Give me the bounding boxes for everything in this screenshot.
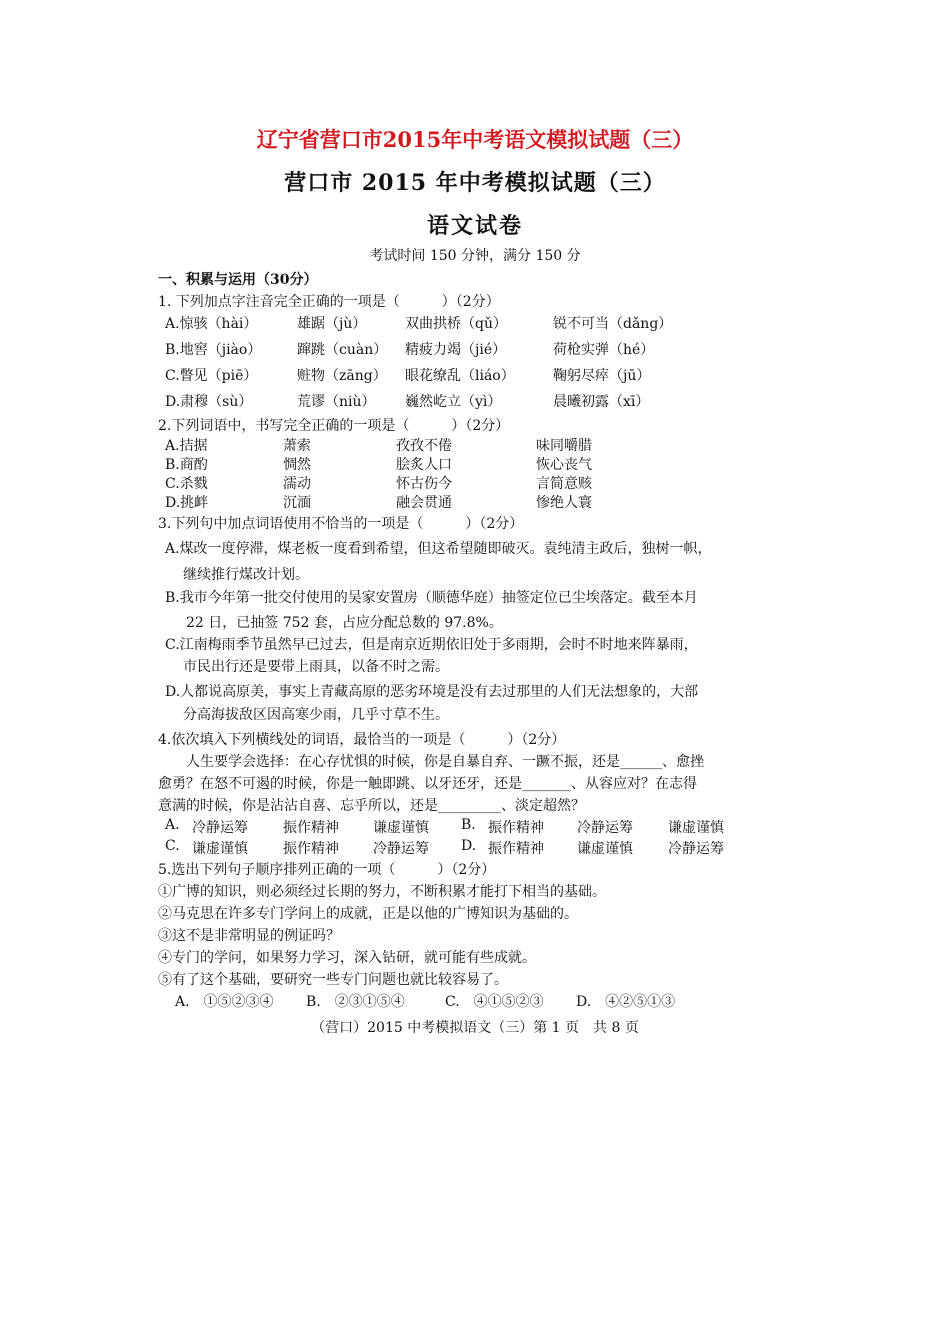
page-footer: （营口）2015 中考模拟语文（三）第 1 页 共 8 页 xyxy=(311,1020,639,1036)
q1-option: 精疲力竭（jié） xyxy=(405,342,507,358)
q2-option: 恢心丧气 xyxy=(536,457,592,473)
q4-stem: 4.依次填入下列横线处的词语，最恰当的一项是（ ）（2分） xyxy=(158,732,566,748)
q1-option: A.惊骇（hài） xyxy=(165,316,258,332)
q3-line: 继续推行煤改计划。 xyxy=(183,567,309,583)
q1-option: 晨曦初露（xī） xyxy=(553,394,650,410)
section-heading: 一、积累与运用（30分） xyxy=(158,272,318,288)
q2-option: D.挑衅 xyxy=(165,495,209,511)
q1-option: 蹿跳（cuàn） xyxy=(297,342,388,358)
q1-option: C.瞥见（piē） xyxy=(165,368,258,384)
q1-option: D.肃穆（sù） xyxy=(165,394,253,410)
q4-option: 振作精神 xyxy=(283,841,339,857)
q4-option: 谦虚谨慎 xyxy=(668,820,724,836)
q1-option: 鞠躬尽瘁（jū） xyxy=(553,368,651,384)
q2-option: 融会贯通 xyxy=(396,495,452,511)
q3-line: 分高海拔敌区因高寒少雨，几乎寸草不生。 xyxy=(183,707,449,723)
q4-option: 冷静运筹 xyxy=(577,820,633,836)
q1-option: 眼花缭乱（liáo） xyxy=(405,368,515,384)
q2-option: 惨绝人寰 xyxy=(536,495,592,511)
q2-option: 孜孜不倦 xyxy=(396,438,452,454)
q1-option: 赃物（zāng） xyxy=(297,368,387,384)
q1-option: 锐不可当（dǎng） xyxy=(553,316,673,332)
q5-sentence: ⑤有了这个基础，要研究一些专门问题也就比较容易了。 xyxy=(158,972,508,988)
q3-line: C.江南梅雨季节虽然早已过去，但是南京近期依旧处于多雨期，会时不时地来阵暴雨， xyxy=(165,637,698,653)
q5-option: A. ①⑤②③④ xyxy=(175,994,274,1010)
q5-sentence: ①广博的知识，则必须经过长期的努力，不断积累才能打下相当的基础。 xyxy=(158,884,606,900)
q4-option-letter: A. xyxy=(165,817,180,833)
q5-option: C. ④①⑤②③ xyxy=(445,994,544,1010)
q4-option: 冷静运筹 xyxy=(668,841,724,857)
q5-sentence: ③这不是非常明显的例证吗？ xyxy=(158,928,340,944)
q1-option: 雄踞（jù） xyxy=(297,316,367,332)
q5-option: B. ②③①⑤④ xyxy=(306,994,405,1010)
q2-option: A.拮据 xyxy=(165,438,208,454)
q2-option: 怀古伤今 xyxy=(396,476,452,492)
q5-stem: 5.选出下列句子顺序排列正确的一项（ ）（2分） xyxy=(158,862,496,878)
q4-option: 振作精神 xyxy=(488,841,544,857)
q4-option-letter: B. xyxy=(461,817,476,833)
q2-option: 言简意赅 xyxy=(536,476,592,492)
q2-option: 味同嚼腊 xyxy=(536,438,592,454)
q1-option: 巍然屹立（yì） xyxy=(405,394,502,410)
q2-option: 惆然 xyxy=(283,457,311,473)
q4-option: 谦虚谨慎 xyxy=(192,841,248,857)
q4-option: 谦虚谨慎 xyxy=(373,820,429,836)
q2-option: 萧索 xyxy=(283,438,311,454)
q4-option: 冷静运筹 xyxy=(373,841,429,857)
q4-option: 冷静运筹 xyxy=(192,820,248,836)
q5-option: D. ④②⑤①③ xyxy=(576,994,676,1010)
paper-title: 语文试卷 xyxy=(426,213,523,239)
q4-paragraph-line: 意满的时候，你是沾沾自喜、忘乎所以，还是_________、淡定超然？ xyxy=(158,798,585,814)
q2-stem: 2.下列词语中，书写完全正确的一项是（ ）（2分） xyxy=(158,418,510,434)
q4-paragraph-line: 愈勇？在怒不可遏的时候，你是一触即跳、以牙还牙，还是_______、从容应对？在志得 xyxy=(158,776,697,792)
q2-option: 濡动 xyxy=(283,476,311,492)
q2-option: 脍炙人口 xyxy=(396,457,452,473)
q1-option: 荷枪实弹（hé） xyxy=(553,342,655,358)
q4-option-letter: D. xyxy=(461,838,477,854)
q4-option: 谦虚谨慎 xyxy=(577,841,633,857)
q3-line: D.人都说高原美，事实上青藏高原的恶劣环境是没有去过那里的人们无法想象的，大部 xyxy=(165,684,699,700)
q1-option: 荒谬（niù） xyxy=(297,394,376,410)
q4-option: 振作精神 xyxy=(488,820,544,836)
q3-line: B.我市今年第一批交付使用的吴家安置房（顺德华庭）抽签定位已尘埃落定。截至本月 xyxy=(165,590,698,606)
q1-option: B.地窖（jiào） xyxy=(165,342,262,358)
q1-option: 双曲拱桥（qǔ） xyxy=(405,316,507,332)
q1-stem: 1. 下列加点字注音完全正确的一项是（ ）（2分） xyxy=(158,294,500,310)
q4-option: 振作精神 xyxy=(283,820,339,836)
q3-line: 市民出行还是要带上雨具，以备不时之需。 xyxy=(183,659,449,675)
q5-sentence: ②马克思在许多专门学问上的成就，正是以他的广博知识为基础的。 xyxy=(158,906,578,922)
q3-line: A.煤改一度停滞，煤老板一度看到希望，但这希望随即破灭。袁纯清主政后，独树一帜， xyxy=(165,541,712,557)
q4-option-letter: C. xyxy=(165,838,180,854)
q3-line: 22 日，已抽签 752 套，占应分配总数的 97.8%。 xyxy=(186,615,503,631)
q2-option: 沉湎 xyxy=(283,495,311,511)
exam-title: 营口市 2015 年中考模拟试题（三） xyxy=(284,170,666,196)
q2-option: C.杀戮 xyxy=(165,476,208,492)
q3-stem: 3.下列句中加点词语使用不恰当的一项是（ ）（2分） xyxy=(158,516,524,532)
q2-option: B.商酌 xyxy=(165,457,208,473)
exam-info: 考试时间 150 分钟，满分 150 分 xyxy=(369,248,581,264)
q5-sentence: ④专门的学问，如果努力学习，深入钻研，就可能有些成就。 xyxy=(158,950,536,966)
document-title: 辽宁省营口市2015年中考语文模拟试题（三） xyxy=(256,127,694,152)
q4-paragraph-line: 人生要学会选择：在心存忧惧的时候，你是自暴自弃、一蹶不振，还是______、愈挫 xyxy=(186,754,704,770)
